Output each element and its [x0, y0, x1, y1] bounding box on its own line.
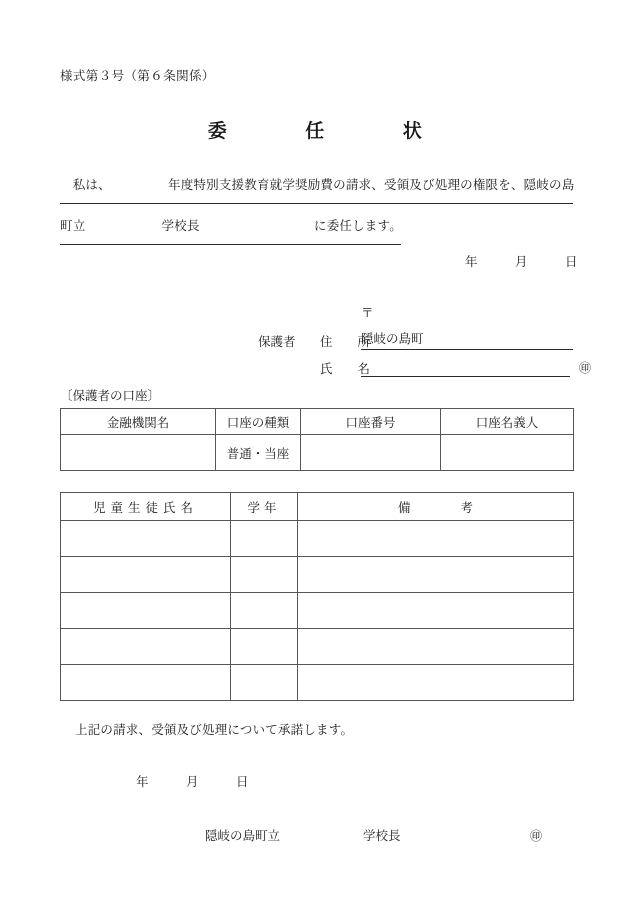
student-cell-name[interactable]: [61, 557, 231, 593]
account-cell-holder[interactable]: [441, 435, 574, 471]
guardian-address-field[interactable]: 隠岐の島町: [361, 329, 573, 350]
table-row: [61, 521, 574, 557]
table-row: [61, 557, 574, 593]
student-cell-remarks[interactable]: [298, 557, 574, 593]
guardian-address-row: [258, 323, 573, 350]
table-row: [61, 629, 574, 665]
page-title: 委 任 状: [207, 121, 423, 142]
signature-organization: 隠岐の島町立: [205, 829, 281, 843]
student-cell-remarks[interactable]: [298, 629, 574, 665]
account-col-bank: 金融機関名: [61, 409, 216, 435]
account-col-type: 口座の種類: [216, 409, 301, 435]
guardian-label: 保護者: [258, 335, 296, 349]
signature-role: 学校長: [363, 829, 401, 843]
account-table: [60, 408, 574, 471]
student-cell-remarks[interactable]: [298, 665, 574, 701]
student-table: [60, 492, 574, 701]
student-cell-remarks[interactable]: [298, 593, 574, 629]
account-cell-number[interactable]: [301, 435, 441, 471]
guardian-name-field[interactable]: [361, 358, 570, 377]
student-cell-grade[interactable]: [231, 665, 298, 701]
delegation-statement: [60, 170, 573, 245]
table-row: [61, 665, 574, 701]
seal-icon: ㊞: [530, 829, 543, 843]
account-table-header-row: [61, 409, 574, 435]
delegation-date-line: 年 月 日: [465, 255, 578, 269]
account-section-caption: 〔保護者の口座〕: [60, 389, 161, 403]
student-cell-grade[interactable]: [231, 557, 298, 593]
table-row: [61, 593, 574, 629]
consent-statement: 上記の請求、受領及び処理について承諾します。: [75, 723, 354, 737]
student-table-header-row: [61, 493, 574, 521]
student-cell-grade[interactable]: [231, 521, 298, 557]
account-col-holder: 口座名義人: [441, 409, 574, 435]
form-number: 様式第３号（第６条関係）: [60, 69, 215, 83]
guardian-name-label: 氏 名: [320, 362, 371, 376]
delegation-statement-line1: 私は、 年度特別支援教育就学奨励費の請求、受領及び処理の権限を、隠岐の島: [60, 170, 573, 204]
guardian-block: [258, 303, 592, 377]
student-col-grade: 学年: [231, 493, 298, 521]
signature-block: [205, 826, 542, 844]
student-col-remarks: 備 考: [298, 493, 574, 521]
postal-code-icon: 〒: [361, 306, 374, 320]
student-cell-grade[interactable]: [231, 629, 298, 665]
student-cell-grade[interactable]: [231, 593, 298, 629]
guardian-name-row: [258, 350, 592, 377]
account-col-number: 口座番号: [301, 409, 441, 435]
table-row: [61, 435, 574, 471]
student-col-name: 児童生徒氏名: [61, 493, 231, 521]
student-cell-name[interactable]: [61, 665, 231, 701]
student-cell-name[interactable]: [61, 593, 231, 629]
student-cell-name[interactable]: [61, 629, 231, 665]
seal-icon: ㊞: [579, 361, 592, 375]
delegation-statement-line2: 町立 学校長 に委任します。: [60, 211, 401, 245]
student-cell-name[interactable]: [61, 521, 231, 557]
student-cell-remarks[interactable]: [298, 521, 574, 557]
account-cell-type[interactable]: 普通・当座: [216, 435, 301, 471]
account-cell-bank[interactable]: [61, 435, 216, 471]
consent-date-line: 年 月 日: [136, 775, 249, 789]
guardian-address-label: 住 所: [320, 335, 371, 349]
